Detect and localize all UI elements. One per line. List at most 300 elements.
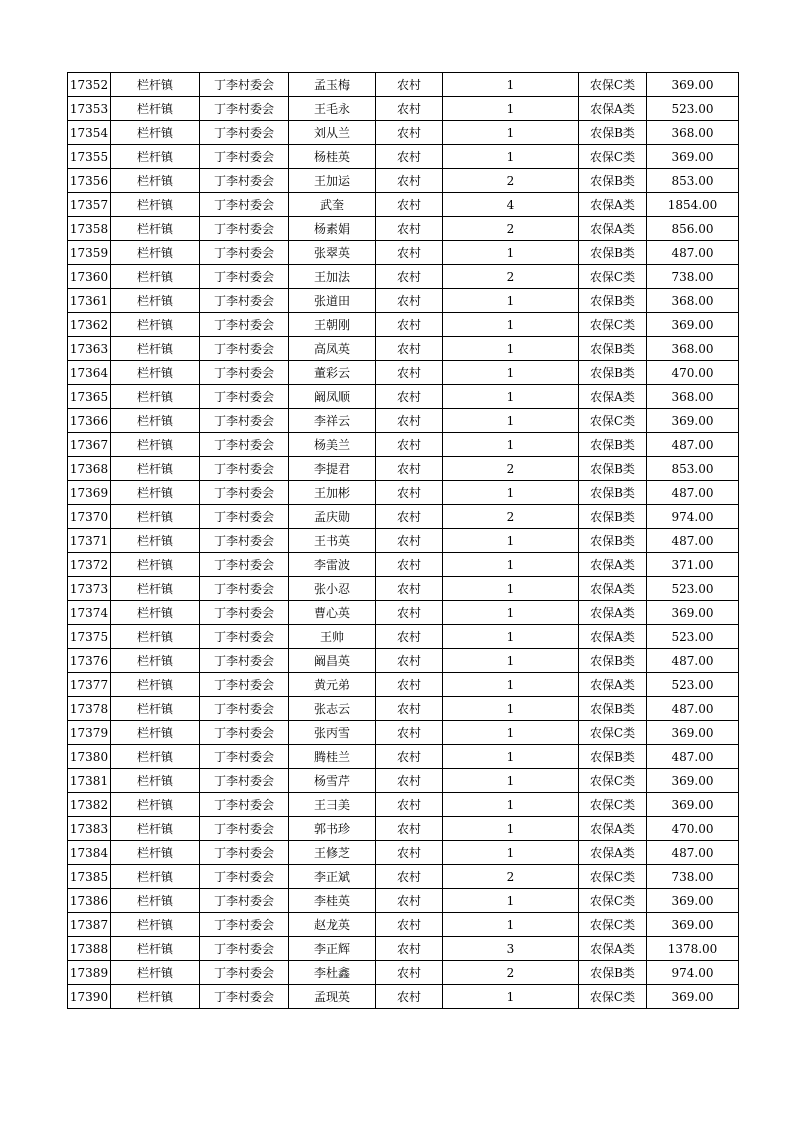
cell-record-id: 17356	[68, 169, 111, 193]
cell-person-name: 孟玉梅	[289, 73, 376, 97]
cell-household-size: 2	[443, 265, 579, 289]
cell-village-committee: 丁李村委会	[200, 505, 289, 529]
cell-person-name: 刘从兰	[289, 121, 376, 145]
cell-person-name: 杨美兰	[289, 433, 376, 457]
cell-person-name: 郭书珍	[289, 817, 376, 841]
cell-person-name: 董彩云	[289, 361, 376, 385]
cell-amount: 368.00	[647, 385, 739, 409]
cell-village-committee: 丁李村委会	[200, 409, 289, 433]
cell-village-committee: 丁李村委会	[200, 313, 289, 337]
cell-household-type: 农村	[376, 193, 443, 217]
cell-town: 栏杆镇	[111, 313, 200, 337]
cell-household-type: 农村	[376, 625, 443, 649]
cell-household-type: 农村	[376, 961, 443, 985]
cell-record-id: 17377	[68, 673, 111, 697]
table-row	[68, 193, 739, 217]
cell-insurance-class: 农保B类	[579, 961, 647, 985]
cell-person-name: 杨素娟	[289, 217, 376, 241]
cell-amount: 487.00	[647, 241, 739, 265]
cell-household-size: 1	[443, 721, 579, 745]
cell-insurance-class: 农保A类	[579, 97, 647, 121]
cell-amount: 487.00	[647, 433, 739, 457]
cell-town: 栏杆镇	[111, 409, 200, 433]
cell-village-committee: 丁李村委会	[200, 673, 289, 697]
cell-insurance-class: 农保B类	[579, 121, 647, 145]
cell-record-id: 17369	[68, 481, 111, 505]
cell-insurance-class: 农保B类	[579, 361, 647, 385]
cell-insurance-class: 农保B类	[579, 697, 647, 721]
cell-person-name: 杨桂英	[289, 145, 376, 169]
cell-household-type: 农村	[376, 145, 443, 169]
cell-amount: 523.00	[647, 577, 739, 601]
cell-person-name: 王加运	[289, 169, 376, 193]
table-body	[68, 73, 739, 1009]
cell-town: 栏杆镇	[111, 265, 200, 289]
cell-household-type: 农村	[376, 697, 443, 721]
cell-insurance-class: 农保C类	[579, 145, 647, 169]
table-row	[68, 793, 739, 817]
cell-household-size: 1	[443, 553, 579, 577]
cell-insurance-class: 农保C类	[579, 769, 647, 793]
cell-household-type: 农村	[376, 289, 443, 313]
cell-record-id: 17353	[68, 97, 111, 121]
cell-village-committee: 丁李村委会	[200, 241, 289, 265]
cell-person-name: 王毛永	[289, 97, 376, 121]
table-row	[68, 241, 739, 265]
cell-household-size: 2	[443, 961, 579, 985]
cell-household-size: 2	[443, 169, 579, 193]
cell-person-name: 张丙雪	[289, 721, 376, 745]
cell-insurance-class: 农保A类	[579, 217, 647, 241]
table-row	[68, 745, 739, 769]
cell-insurance-class: 农保B类	[579, 649, 647, 673]
cell-record-id: 17375	[68, 625, 111, 649]
cell-village-committee: 丁李村委会	[200, 649, 289, 673]
cell-person-name: 李正斌	[289, 865, 376, 889]
cell-village-committee: 丁李村委会	[200, 697, 289, 721]
cell-insurance-class: 农保A类	[579, 577, 647, 601]
cell-town: 栏杆镇	[111, 289, 200, 313]
table-row	[68, 169, 739, 193]
cell-town: 栏杆镇	[111, 745, 200, 769]
cell-household-type: 农村	[376, 985, 443, 1009]
cell-person-name: 黄元弟	[289, 673, 376, 697]
cell-person-name: 王朝刚	[289, 313, 376, 337]
cell-town: 栏杆镇	[111, 649, 200, 673]
cell-household-type: 农村	[376, 433, 443, 457]
table-row	[68, 481, 739, 505]
cell-amount: 1854.00	[647, 193, 739, 217]
cell-amount: 369.00	[647, 145, 739, 169]
cell-person-name: 王帅	[289, 625, 376, 649]
beneficiary-table	[67, 72, 739, 1009]
cell-person-name: 高凤英	[289, 337, 376, 361]
table-row	[68, 337, 739, 361]
cell-record-id: 17368	[68, 457, 111, 481]
cell-record-id: 17388	[68, 937, 111, 961]
cell-town: 栏杆镇	[111, 169, 200, 193]
cell-household-type: 农村	[376, 817, 443, 841]
cell-town: 栏杆镇	[111, 505, 200, 529]
cell-record-id: 17367	[68, 433, 111, 457]
cell-household-size: 2	[443, 217, 579, 241]
cell-amount: 523.00	[647, 673, 739, 697]
cell-person-name: 李雷波	[289, 553, 376, 577]
cell-amount: 368.00	[647, 337, 739, 361]
cell-household-type: 农村	[376, 385, 443, 409]
cell-household-size: 1	[443, 241, 579, 265]
cell-amount: 369.00	[647, 721, 739, 745]
cell-town: 栏杆镇	[111, 385, 200, 409]
cell-record-id: 17385	[68, 865, 111, 889]
table-row	[68, 841, 739, 865]
table-row	[68, 985, 739, 1009]
cell-town: 栏杆镇	[111, 721, 200, 745]
cell-household-size: 1	[443, 601, 579, 625]
cell-village-committee: 丁李村委会	[200, 97, 289, 121]
cell-insurance-class: 农保C类	[579, 985, 647, 1009]
cell-person-name: 王加彬	[289, 481, 376, 505]
table-row	[68, 961, 739, 985]
cell-household-size: 1	[443, 769, 579, 793]
cell-village-committee: 丁李村委会	[200, 769, 289, 793]
cell-village-committee: 丁李村委会	[200, 601, 289, 625]
cell-town: 栏杆镇	[111, 193, 200, 217]
cell-amount: 856.00	[647, 217, 739, 241]
cell-record-id: 17387	[68, 913, 111, 937]
cell-amount: 853.00	[647, 169, 739, 193]
cell-person-name: 李提君	[289, 457, 376, 481]
cell-household-type: 农村	[376, 529, 443, 553]
cell-insurance-class: 农保C类	[579, 721, 647, 745]
cell-amount: 1378.00	[647, 937, 739, 961]
cell-record-id: 17376	[68, 649, 111, 673]
cell-household-size: 1	[443, 289, 579, 313]
table-row	[68, 433, 739, 457]
cell-town: 栏杆镇	[111, 601, 200, 625]
table-row	[68, 73, 739, 97]
cell-town: 栏杆镇	[111, 553, 200, 577]
cell-amount: 368.00	[647, 289, 739, 313]
cell-household-type: 农村	[376, 409, 443, 433]
cell-record-id: 17354	[68, 121, 111, 145]
cell-insurance-class: 农保B类	[579, 241, 647, 265]
cell-person-name: 王修芝	[289, 841, 376, 865]
cell-insurance-class: 农保A类	[579, 817, 647, 841]
cell-household-type: 农村	[376, 649, 443, 673]
cell-amount: 470.00	[647, 817, 739, 841]
cell-town: 栏杆镇	[111, 913, 200, 937]
cell-person-name: 孟庆勋	[289, 505, 376, 529]
cell-insurance-class: 农保A类	[579, 841, 647, 865]
cell-insurance-class: 农保B类	[579, 529, 647, 553]
cell-insurance-class: 农保A类	[579, 937, 647, 961]
cell-amount: 369.00	[647, 73, 739, 97]
table-row	[68, 601, 739, 625]
cell-village-committee: 丁李村委会	[200, 217, 289, 241]
cell-village-committee: 丁李村委会	[200, 169, 289, 193]
cell-insurance-class: 农保C类	[579, 913, 647, 937]
cell-record-id: 17357	[68, 193, 111, 217]
cell-village-committee: 丁李村委会	[200, 841, 289, 865]
cell-record-id: 17371	[68, 529, 111, 553]
cell-household-type: 农村	[376, 241, 443, 265]
cell-person-name: 阚凤顺	[289, 385, 376, 409]
cell-town: 栏杆镇	[111, 97, 200, 121]
cell-insurance-class: 农保C类	[579, 793, 647, 817]
cell-town: 栏杆镇	[111, 889, 200, 913]
cell-amount: 523.00	[647, 625, 739, 649]
cell-household-type: 农村	[376, 97, 443, 121]
cell-village-committee: 丁李村委会	[200, 289, 289, 313]
cell-village-committee: 丁李村委会	[200, 73, 289, 97]
table-row	[68, 817, 739, 841]
cell-person-name: 李祥云	[289, 409, 376, 433]
cell-household-type: 农村	[376, 481, 443, 505]
cell-town: 栏杆镇	[111, 865, 200, 889]
cell-town: 栏杆镇	[111, 937, 200, 961]
cell-amount: 487.00	[647, 481, 739, 505]
cell-insurance-class: 农保B类	[579, 457, 647, 481]
cell-person-name: 张小忍	[289, 577, 376, 601]
cell-village-committee: 丁李村委会	[200, 553, 289, 577]
cell-insurance-class: 农保A类	[579, 385, 647, 409]
cell-household-size: 1	[443, 793, 579, 817]
cell-record-id: 17380	[68, 745, 111, 769]
table-row	[68, 145, 739, 169]
cell-amount: 487.00	[647, 697, 739, 721]
cell-household-size: 1	[443, 73, 579, 97]
cell-amount: 369.00	[647, 889, 739, 913]
cell-insurance-class: 农保C类	[579, 265, 647, 289]
table-row	[68, 649, 739, 673]
cell-insurance-class: 农保A类	[579, 193, 647, 217]
cell-insurance-class: 农保B类	[579, 337, 647, 361]
cell-village-committee: 丁李村委会	[200, 793, 289, 817]
cell-household-size: 1	[443, 913, 579, 937]
cell-amount: 369.00	[647, 313, 739, 337]
table-row	[68, 265, 739, 289]
cell-town: 栏杆镇	[111, 841, 200, 865]
cell-amount: 487.00	[647, 649, 739, 673]
cell-town: 栏杆镇	[111, 769, 200, 793]
table-row	[68, 769, 739, 793]
cell-insurance-class: 农保B类	[579, 289, 647, 313]
cell-town: 栏杆镇	[111, 241, 200, 265]
table-row	[68, 121, 739, 145]
cell-record-id: 17373	[68, 577, 111, 601]
cell-household-type: 农村	[376, 841, 443, 865]
table-row	[68, 289, 739, 313]
table-row	[68, 577, 739, 601]
table-row	[68, 361, 739, 385]
table-row	[68, 505, 739, 529]
cell-household-size: 4	[443, 193, 579, 217]
cell-record-id: 17386	[68, 889, 111, 913]
cell-town: 栏杆镇	[111, 457, 200, 481]
cell-amount: 470.00	[647, 361, 739, 385]
cell-household-size: 1	[443, 337, 579, 361]
cell-household-size: 2	[443, 457, 579, 481]
cell-household-type: 农村	[376, 265, 443, 289]
cell-household-size: 1	[443, 409, 579, 433]
cell-household-type: 农村	[376, 721, 443, 745]
cell-record-id: 17363	[68, 337, 111, 361]
cell-record-id: 17364	[68, 361, 111, 385]
cell-record-id: 17374	[68, 601, 111, 625]
cell-insurance-class: 农保B类	[579, 169, 647, 193]
cell-record-id: 17370	[68, 505, 111, 529]
cell-household-size: 1	[443, 889, 579, 913]
cell-household-size: 1	[443, 529, 579, 553]
cell-record-id: 17384	[68, 841, 111, 865]
cell-record-id: 17372	[68, 553, 111, 577]
cell-record-id: 17362	[68, 313, 111, 337]
cell-village-committee: 丁李村委会	[200, 361, 289, 385]
cell-village-committee: 丁李村委会	[200, 745, 289, 769]
cell-village-committee: 丁李村委会	[200, 193, 289, 217]
cell-town: 栏杆镇	[111, 145, 200, 169]
cell-village-committee: 丁李村委会	[200, 457, 289, 481]
cell-household-type: 农村	[376, 577, 443, 601]
cell-amount: 738.00	[647, 265, 739, 289]
cell-person-name: 李正辉	[289, 937, 376, 961]
cell-record-id: 17366	[68, 409, 111, 433]
cell-household-type: 农村	[376, 121, 443, 145]
cell-record-id: 17381	[68, 769, 111, 793]
cell-record-id: 17360	[68, 265, 111, 289]
cell-insurance-class: 农保C类	[579, 409, 647, 433]
cell-village-committee: 丁李村委会	[200, 889, 289, 913]
cell-household-size: 2	[443, 505, 579, 529]
cell-record-id: 17359	[68, 241, 111, 265]
cell-household-size: 1	[443, 673, 579, 697]
cell-village-committee: 丁李村委会	[200, 985, 289, 1009]
cell-household-type: 农村	[376, 217, 443, 241]
cell-insurance-class: 农保C类	[579, 73, 647, 97]
cell-insurance-class: 农保C类	[579, 313, 647, 337]
cell-amount: 523.00	[647, 97, 739, 121]
cell-household-type: 农村	[376, 553, 443, 577]
cell-village-committee: 丁李村委会	[200, 625, 289, 649]
cell-town: 栏杆镇	[111, 985, 200, 1009]
cell-village-committee: 丁李村委会	[200, 145, 289, 169]
cell-town: 栏杆镇	[111, 121, 200, 145]
cell-record-id: 17389	[68, 961, 111, 985]
table-row	[68, 97, 739, 121]
cell-household-type: 农村	[376, 169, 443, 193]
cell-amount: 368.00	[647, 121, 739, 145]
cell-town: 栏杆镇	[111, 697, 200, 721]
cell-insurance-class: 农保A类	[579, 673, 647, 697]
cell-village-committee: 丁李村委会	[200, 913, 289, 937]
cell-village-committee: 丁李村委会	[200, 937, 289, 961]
cell-insurance-class: 农保A类	[579, 553, 647, 577]
cell-village-committee: 丁李村委会	[200, 577, 289, 601]
cell-household-type: 农村	[376, 73, 443, 97]
cell-household-type: 农村	[376, 505, 443, 529]
cell-household-type: 农村	[376, 673, 443, 697]
cell-town: 栏杆镇	[111, 481, 200, 505]
cell-town: 栏杆镇	[111, 577, 200, 601]
cell-village-committee: 丁李村委会	[200, 433, 289, 457]
cell-household-size: 1	[443, 697, 579, 721]
cell-household-size: 1	[443, 433, 579, 457]
cell-village-committee: 丁李村委会	[200, 529, 289, 553]
cell-household-size: 1	[443, 313, 579, 337]
cell-household-size: 1	[443, 145, 579, 169]
cell-household-size: 3	[443, 937, 579, 961]
table-row	[68, 529, 739, 553]
cell-town: 栏杆镇	[111, 673, 200, 697]
table-row	[68, 385, 739, 409]
table-row	[68, 553, 739, 577]
cell-household-type: 农村	[376, 337, 443, 361]
cell-town: 栏杆镇	[111, 961, 200, 985]
cell-household-size: 1	[443, 745, 579, 769]
cell-insurance-class: 农保B类	[579, 745, 647, 769]
table-row	[68, 673, 739, 697]
cell-record-id: 17365	[68, 385, 111, 409]
cell-person-name: 张翠英	[289, 241, 376, 265]
cell-household-size: 2	[443, 865, 579, 889]
cell-town: 栏杆镇	[111, 337, 200, 361]
cell-insurance-class: 农保B类	[579, 505, 647, 529]
cell-household-type: 农村	[376, 913, 443, 937]
cell-household-type: 农村	[376, 745, 443, 769]
cell-village-committee: 丁李村委会	[200, 121, 289, 145]
cell-amount: 369.00	[647, 793, 739, 817]
cell-village-committee: 丁李村委会	[200, 385, 289, 409]
cell-household-size: 1	[443, 481, 579, 505]
table-row	[68, 217, 739, 241]
cell-village-committee: 丁李村委会	[200, 337, 289, 361]
cell-amount: 487.00	[647, 841, 739, 865]
cell-amount: 369.00	[647, 769, 739, 793]
cell-record-id: 17355	[68, 145, 111, 169]
cell-insurance-class: 农保A类	[579, 601, 647, 625]
cell-town: 栏杆镇	[111, 817, 200, 841]
cell-person-name: 阚昌英	[289, 649, 376, 673]
cell-insurance-class: 农保B类	[579, 481, 647, 505]
cell-town: 栏杆镇	[111, 73, 200, 97]
cell-record-id: 17382	[68, 793, 111, 817]
cell-town: 栏杆镇	[111, 433, 200, 457]
cell-insurance-class: 农保C类	[579, 865, 647, 889]
cell-household-type: 农村	[376, 865, 443, 889]
table-row	[68, 721, 739, 745]
cell-household-type: 农村	[376, 937, 443, 961]
cell-household-size: 1	[443, 817, 579, 841]
cell-record-id: 17361	[68, 289, 111, 313]
cell-household-type: 农村	[376, 457, 443, 481]
table-row	[68, 865, 739, 889]
cell-record-id: 17352	[68, 73, 111, 97]
table-row	[68, 913, 739, 937]
cell-person-name: 张志云	[289, 697, 376, 721]
cell-amount: 371.00	[647, 553, 739, 577]
cell-person-name: 武奎	[289, 193, 376, 217]
cell-household-type: 农村	[376, 769, 443, 793]
cell-household-size: 1	[443, 649, 579, 673]
table-row	[68, 889, 739, 913]
cell-town: 栏杆镇	[111, 793, 200, 817]
cell-village-committee: 丁李村委会	[200, 865, 289, 889]
cell-amount: 974.00	[647, 505, 739, 529]
cell-amount: 369.00	[647, 409, 739, 433]
cell-person-name: 杨雪芹	[289, 769, 376, 793]
cell-record-id: 17358	[68, 217, 111, 241]
